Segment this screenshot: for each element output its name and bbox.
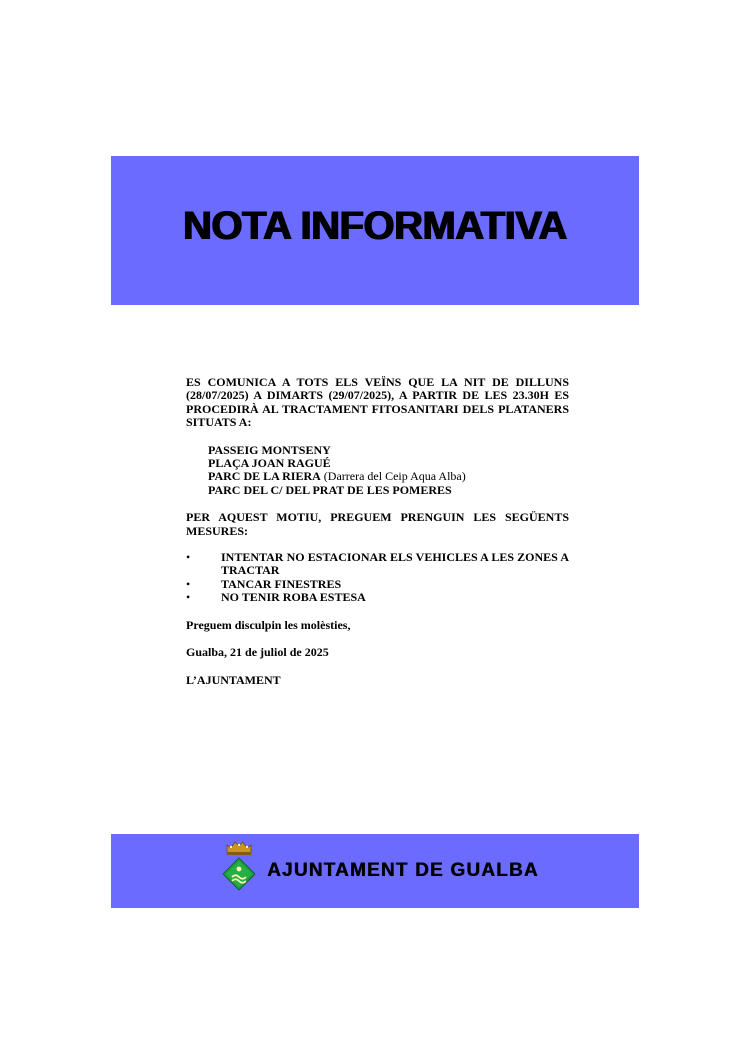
place-date: Gualba, 21 de juliol de 2025 [186, 645, 329, 660]
signature: L’AJUNTAMENT [186, 672, 281, 687]
locations-list [208, 444, 569, 498]
bullet-icon: • [186, 576, 191, 591]
notice-body [186, 376, 569, 687]
measure-item: • NO TENIR ROBA ESTESA [186, 590, 366, 605]
measures-intro: PER AQUEST MOTIU, PREGUEM PRENGUIN LES SEGÜENTS MESURES: [186, 510, 569, 538]
measure-item: • TANCAR FINESTRES [186, 576, 342, 591]
bullet-icon: • [186, 590, 191, 605]
location-item: PARC DE LA RIERA (Darrera del Ceip Aqua Alba) [208, 469, 466, 484]
footer-title: AJUNTAMENT DE GUALBA [267, 860, 539, 881]
bullet-icon: • [186, 550, 191, 565]
measure-item: • INTENTAR NO ESTACIONAR ELS VEHICLES A LES ZONES A TRACTAR [186, 550, 569, 578]
location-item: PLAÇA JOAN RAGUÉ [208, 456, 331, 471]
apology-text: Preguem disculpin les molèsties, [186, 617, 351, 632]
footer-banner [111, 834, 639, 908]
location-item: PASSEIG MONTSENY [208, 442, 331, 457]
page-title: NOTA INFORMATIVA [183, 204, 567, 248]
header-banner [111, 156, 639, 305]
municipal-crest-icon [221, 837, 257, 895]
measures-list [186, 551, 569, 605]
location-item: PARC DEL C/ DEL PRAT DE LES POMERES [208, 482, 452, 497]
notice-intro: ES COMUNICA A TOTS ELS VEÏNS QUE LA NIT DE DILLUNS (28/07/2025) A DIMARTS (29/07/2025), A PARTIR DE LES 23.30H ES PROCEDIRÀ AL TRACTAMENT FITOSANITARI DELS PLATANERS SITUATS A: [186, 375, 569, 430]
